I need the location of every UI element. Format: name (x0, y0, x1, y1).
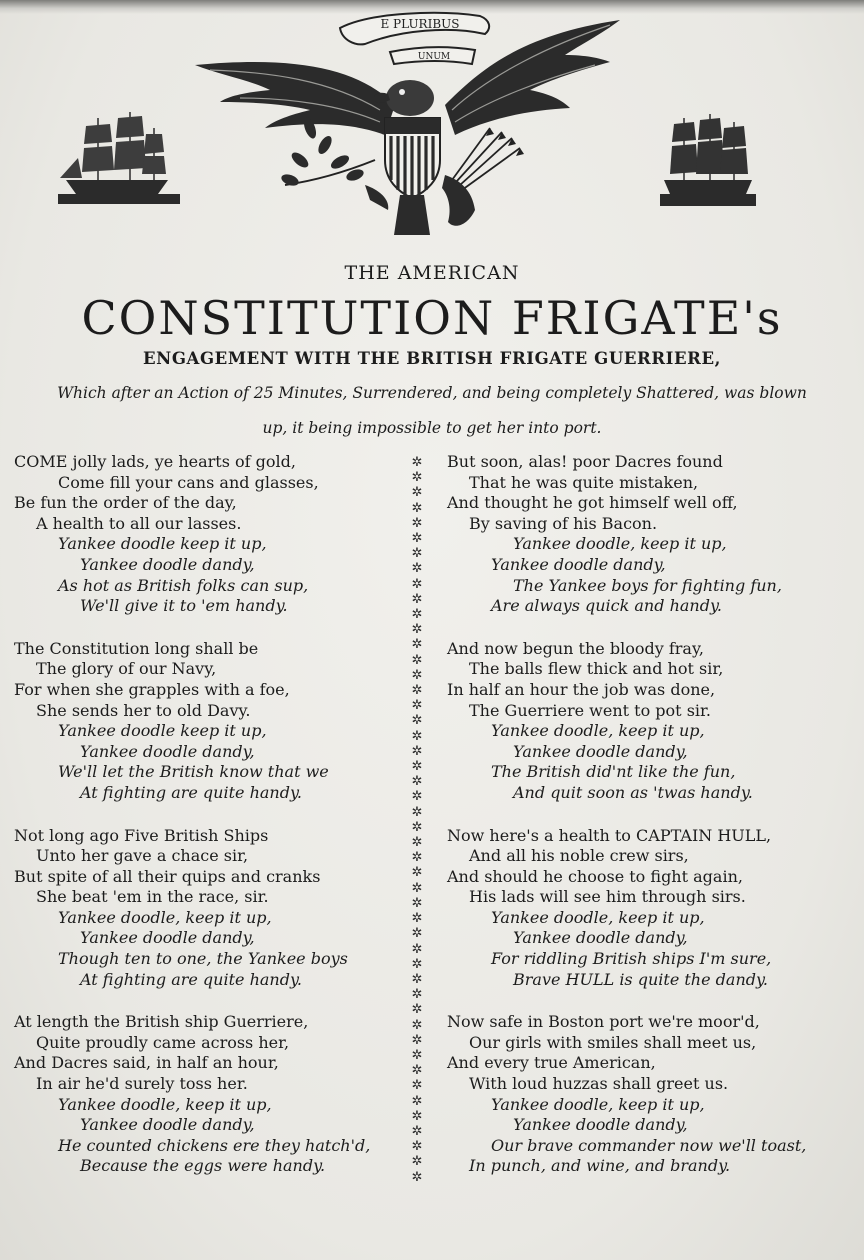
refrain-line: Yankee doodle dandy, (513, 928, 688, 948)
stanza (447, 826, 857, 991)
refrain-line: We'll give it to 'em handy. (80, 596, 288, 616)
refrain-line: Yankee doodle dandy, (80, 928, 255, 948)
refrain-line: Yankee doodle dandy, (513, 741, 688, 761)
refrain-line: The Yankee boys for fighting fun, (513, 575, 782, 595)
verse-line: Not long ago Five British Ships (14, 825, 269, 845)
verse-line: In half an hour the job was done, (447, 679, 716, 699)
refrain-line: Because the eggs were handy. (80, 1156, 326, 1176)
refrain-line: In punch, and wine, and brandy. (469, 1156, 731, 1176)
title-line-3: ENGAGEMENT WITH THE BRITISH FRIGATE GUERRIERE, (143, 349, 721, 368)
page-title: CONSTITUTION FRIGATE's (81, 291, 783, 345)
verse-line: At length the British ship Guerriere, (14, 1012, 309, 1032)
refrain-line: At fighting are quite handy. (80, 969, 302, 989)
right-verse-column (447, 452, 857, 1199)
verse-line: Be fun the order of the day, (14, 493, 237, 513)
refrain-line: As hot as British folks can sup, (58, 575, 309, 595)
refrain-line: Yankee doodle dandy, (80, 741, 255, 761)
verse-line: By saving of his Bacon. (469, 513, 658, 533)
refrain-line: Yankee doodle, keep it up, (58, 907, 272, 927)
verse-line: And thought he got himself well off, (447, 493, 738, 513)
verse-line: That he was quite mistaken, (469, 472, 699, 492)
verse-line: She sends her to old Davy. (36, 700, 251, 720)
subtitle-line-2: up, it being impossible to get her into port. (262, 419, 602, 437)
stanza (447, 639, 857, 804)
verse-line: Our girls with smiles shall meet us, (469, 1032, 757, 1052)
stanza (14, 639, 404, 804)
refrain-line: Are always quick and handy. (491, 596, 722, 616)
warship-fleet-icon (660, 112, 756, 208)
refrain-line: He counted chickens ere they hatch'd, (58, 1135, 371, 1155)
verse-line: And now begun the bloody fray, (447, 638, 704, 658)
refrain-line: For riddling British ships I'm sure, (491, 949, 772, 969)
verse-line: Now safe in Boston port we're moor'd, (447, 1012, 760, 1032)
verse-line: Unto her gave a chace sir, (36, 846, 249, 866)
verse-line: The balls flew thick and hot sir, (469, 659, 724, 679)
sailing-ship-icon (58, 108, 180, 208)
refrain-line: Yankee doodle keep it up, (58, 721, 267, 741)
refrain-line: Yankee doodle dandy, (513, 1115, 688, 1135)
verse-line: With loud huzzas shall greet us. (469, 1074, 729, 1094)
verse-line: And should he choose to fight again, (447, 866, 743, 886)
subtitle-line-1: Which after an Action of 25 Minutes, Surrendered, and being completely Shattered, was blown (57, 384, 807, 402)
refrain-line: Yankee doodle keep it up, (58, 534, 267, 554)
refrain-line: Yankee doodle, keep it up, (491, 1094, 705, 1114)
stanza (14, 826, 404, 991)
verse-line: Quite proudly came across her, (36, 1032, 290, 1052)
verse-line: The Guerriere went to pot sir. (469, 700, 711, 720)
refrain-line: Yankee doodle dandy, (80, 554, 255, 574)
motto-line-1: E PLURIBUS (380, 17, 460, 31)
verse-line: COME jolly lads, ye hearts of gold, (14, 452, 296, 471)
ornamental-column-divider: ✲ ✲ ✲ ✲ ✲ ✲ ✲ ✲ ✲ ✲ ✲ ✲ ✲ ✲ ✲ ✲ ✲ ✲ ✲ ✲ ✲ ✲ ✲ ✲ ✲ ✲ ✲ ✲ ✲ ✲ ✲ ✲ ✲ ✲ ✲ ✲ ✲ ✲ ✲ ✲ ✲ ✲ ✲ ✲ ✲ ✲ ✲ ✲ (411, 455, 423, 1185)
refrain-line: The British did'nt like the fun, (491, 762, 736, 782)
refrain-line: Yankee doodle dandy, (491, 554, 666, 574)
verse-line: But spite of all their quips and cranks (14, 866, 321, 886)
refrain-line: Brave HULL is quite the dandy. (513, 969, 768, 989)
refrain-line: We'll let the British know that we (58, 762, 329, 782)
verse-line: And every true American, (447, 1053, 656, 1073)
verse-line: Come fill your cans and glasses, (58, 472, 319, 492)
refrain-line: Though ten to one, the Yankee boys (58, 949, 348, 969)
refrain-line: Yankee doodle, keep it up, (58, 1094, 272, 1114)
verse-line: And Dacres said, in half an hour, (14, 1053, 279, 1073)
refrain-line: Yankee doodle, keep it up, (491, 721, 705, 741)
verse-line: And all his noble crew sirs, (469, 846, 689, 866)
verse-line: But soon, alas! poor Dacres found (447, 452, 723, 471)
verse-line: His lads will see him through sirs. (469, 887, 746, 907)
verse-line: The glory of our Navy, (36, 659, 217, 679)
verse-line: For when she grapples with a foe, (14, 679, 290, 699)
stanza (447, 1012, 857, 1177)
verse-line: She beat 'em in the race, sir. (36, 887, 269, 907)
refrain-line: Yankee doodle dandy, (80, 1115, 255, 1135)
refrain-line: At fighting are quite handy. (80, 782, 302, 802)
motto-line-2: UNUM (417, 52, 451, 62)
refrain-line: Yankee doodle, keep it up, (491, 907, 705, 927)
verse-line: The Constitution long shall be (14, 638, 259, 658)
refrain-line: Yankee doodle, keep it up, (513, 534, 727, 554)
stanza (447, 452, 857, 617)
verse-line: A health to all our lasses. (36, 513, 242, 533)
left-verse-column (14, 452, 404, 1199)
stanza (14, 452, 404, 617)
motto-ribbon (330, 6, 510, 76)
refrain-line: And quit soon as 'twas handy. (513, 782, 753, 802)
verse-line: Now here's a health to CAPTAIN HULL, (447, 825, 772, 845)
title-line-1: THE AMERICAN (344, 262, 520, 284)
stanza (14, 1012, 404, 1177)
refrain-line: Our brave commander now we'll toast, (491, 1135, 807, 1155)
verse-line: In air he'd surely toss her. (36, 1074, 248, 1094)
